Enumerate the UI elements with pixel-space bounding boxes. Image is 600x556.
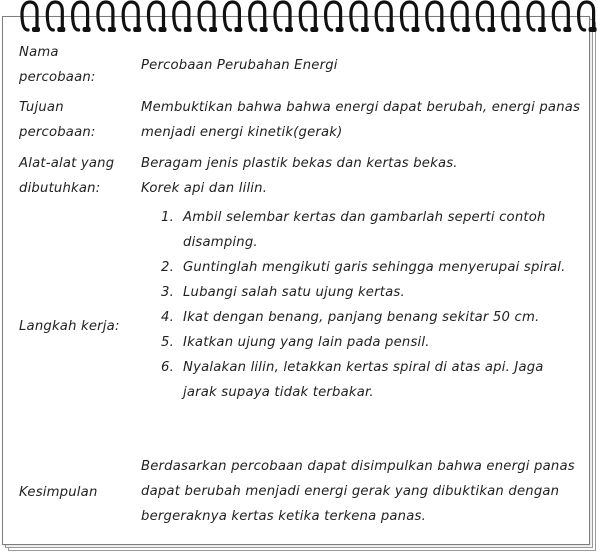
conclusion-label: Kesimpulan: [19, 485, 98, 500]
step-text: Ikat dengan benang, panjang benang sekitar 50 cm.: [183, 310, 540, 325]
tools-label: Alat-alat yang dibutuhkan:: [19, 156, 115, 196]
step-number: 5.: [161, 335, 174, 350]
binding-coil: [326, 2, 344, 32]
step-text: Ikatkan ujung yang lain pada pensil.: [183, 335, 430, 350]
binding-coil: [528, 2, 546, 32]
tools-line-2: Korek api dan lilin.: [141, 181, 268, 196]
binding-coil: [22, 2, 40, 32]
binding-coil: [47, 2, 65, 32]
binding-coil: [98, 2, 116, 32]
binding-coil: [224, 2, 242, 32]
step-number: 4.: [161, 310, 174, 325]
binding-coil: [275, 2, 293, 32]
step-item: [141, 330, 581, 355]
step-item: [141, 255, 581, 280]
spiral-binding: [0, 0, 600, 34]
steps-list: [141, 205, 581, 405]
binding-coil: [427, 2, 445, 32]
step-number: 3.: [161, 285, 174, 300]
experiment-goal-value: Membuktikan bahwa bahwa energi dapat berubah, energi panas menjadi energi kinetik(gerak): [141, 100, 581, 140]
binding-coil: [300, 2, 318, 32]
steps-label: Langkah kerja:: [19, 319, 120, 334]
tools-line-1: Beragam jenis plastik bekas dan kertas bekas.: [141, 156, 458, 171]
experiment-name-label: Nama percobaan:: [19, 45, 96, 85]
binding-coil: [149, 2, 167, 32]
conclusion-value: Berdasarkan percobaan dapat disimpulkan bahwa energi panas dapat berubah menjadi energi gerak yang dibuktikan dengan bergeraknya kertas ketika terkena panas.: [141, 459, 575, 524]
step-item: [141, 305, 581, 330]
step-item: [141, 205, 581, 255]
step-item: [141, 355, 581, 405]
binding-coil: [250, 2, 268, 32]
binding-coil: [402, 2, 420, 32]
binding-coil: [174, 2, 192, 32]
step-text: Nyalakan lilin, letakkan kertas spiral di atas api. Jaga jarak supaya tidak terbakar.: [183, 360, 544, 400]
step-number: 6.: [161, 360, 174, 375]
binding-coil: [477, 2, 495, 32]
binding-coil: [351, 2, 369, 32]
step-item: [141, 280, 581, 305]
step-text: Ambil selembar kertas dan gambarlah seperti contoh disamping.: [183, 210, 546, 250]
experiment-goal-label: Tujuan percobaan:: [19, 100, 96, 140]
binding-coil: [503, 2, 521, 32]
binding-coil: [123, 2, 141, 32]
step-number: 2.: [161, 260, 174, 275]
binding-coil: [199, 2, 217, 32]
experiment-name-value: Percobaan Perubahan Energi: [141, 58, 338, 73]
step-number: 1.: [161, 210, 174, 225]
binding-coil: [452, 2, 470, 32]
binding-coil: [579, 2, 597, 32]
binding-coil: [376, 2, 394, 32]
binding-coil: [73, 2, 91, 32]
binding-coil: [553, 2, 571, 32]
step-text: Guntinglah mengikuti garis sehingga menyerupai spiral.: [183, 260, 566, 275]
step-text: Lubangi salah satu ujung kertas.: [183, 285, 405, 300]
